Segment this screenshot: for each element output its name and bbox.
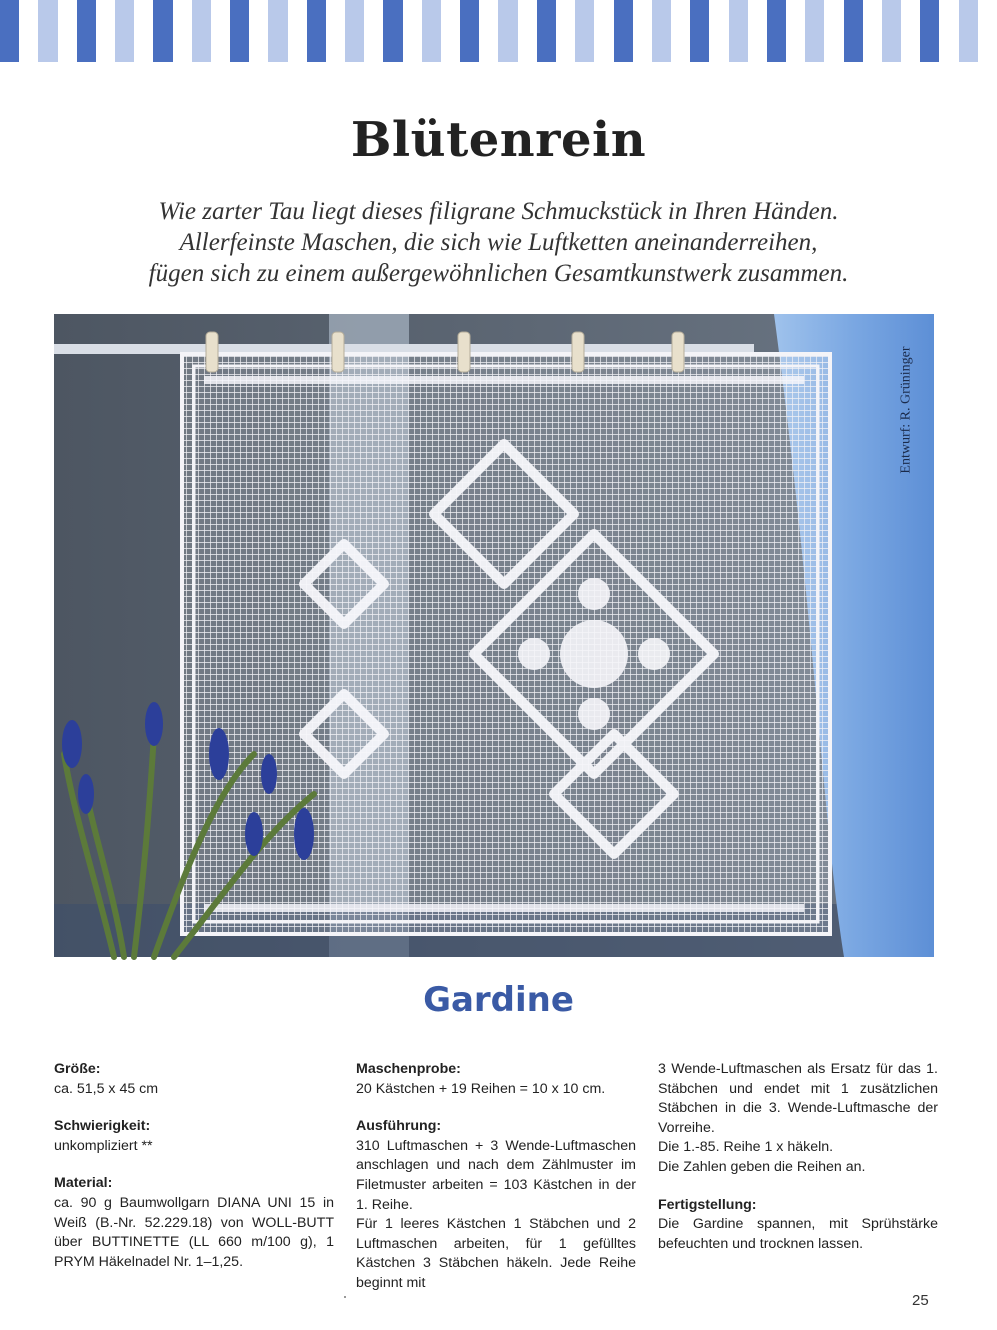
intro-text (60, 196, 937, 289)
stripe-segment (192, 0, 211, 62)
stripe-segment (96, 0, 115, 62)
stripe-segment (652, 0, 671, 62)
stripe-segment (422, 0, 441, 62)
stripe-segment (153, 0, 172, 62)
size-block (54, 1060, 334, 1099)
material-heading: Material: (54, 1175, 113, 1192)
material-text: ca. 90 g Baumwollgarn DIANA UNI 15 in Weiß (B.-Nr. 52.229.18) von WOLL-BUTT über BUTTINETTE (LL 660 m/100 g), 1 PRYM Häkelnadel Nr. 1–1,25. (54, 1194, 334, 1270)
execution-paragraph-3: Die 1.-85. Reihe 1 x häkeln. (658, 1139, 834, 1156)
stripe-segment (230, 0, 249, 62)
stripe-segment (939, 0, 958, 62)
stripe-segment (767, 0, 786, 62)
stripe-segment (863, 0, 882, 62)
stripe-segment (268, 0, 287, 62)
material-block (54, 1174, 334, 1272)
stripe-segment (901, 0, 920, 62)
gauge-block (356, 1060, 636, 1099)
stripe-segment (77, 0, 96, 62)
execution-paragraph-1: 310 Luftmaschen + 3 Wende-Luftmaschen anschlagen und nach dem Zählmuster im Filetmuster arbeiten = 103 Kästchen in der 1. Reihe. (356, 1137, 636, 1213)
stripe-segment (38, 0, 57, 62)
stripe-segment (844, 0, 863, 62)
decorative-dot (344, 1296, 346, 1298)
stripe-segment (211, 0, 230, 62)
stripe-segment (441, 0, 460, 62)
stripe-segment (518, 0, 537, 62)
size-text: ca. 51,5 x 45 cm (54, 1080, 159, 1097)
instructions-column-1 (54, 1060, 334, 1290)
difficulty-text: unkompliziert ** (54, 1137, 153, 1154)
finishing-block (658, 1196, 938, 1255)
photo-credit (880, 330, 934, 490)
page-title: Blütenrein (350, 112, 647, 168)
stripe-segment (882, 0, 901, 62)
intro-line-3: fügen sich zu einem außergewöhnlichen Gesamtkunstwerk zusammen. (148, 260, 849, 287)
stripe-segment (594, 0, 613, 62)
stripe-segment (614, 0, 633, 62)
curtain-photo (54, 314, 934, 957)
stripe-segment (575, 0, 594, 62)
curtain-illustration (54, 314, 934, 957)
stripe-segment (671, 0, 690, 62)
stripe-segment (345, 0, 364, 62)
instructions-column-2 (356, 1060, 636, 1291)
gauge-heading: Maschenprobe: (356, 1061, 461, 1077)
stripe-segment (115, 0, 134, 62)
execution-paragraph-2: Für 1 leeres Kästchen 1 Stäbchen und 2 Luftmaschen arbeiten, für 1 gefülltes Kästchen 3 Stäbchen häkeln. Jede Reihe beginnt mit (356, 1216, 636, 1291)
stripe-segment (805, 0, 824, 62)
decorative-stripe-bar (0, 0, 997, 62)
size-heading: Größe: (54, 1061, 101, 1077)
stripe-segment (249, 0, 268, 62)
stripe-segment (19, 0, 38, 62)
stripe-segment (786, 0, 805, 62)
stripe-segment (748, 0, 767, 62)
stripe-segment (556, 0, 575, 62)
execution-paragraph-4: Die Zahlen geben die Reihen an. (658, 1158, 866, 1175)
stripe-segment (134, 0, 153, 62)
intro-line-1: Wie zarter Tau liegt dieses filigrane Schmuckstück in Ihren Händen. (158, 198, 839, 225)
stripe-segment (709, 0, 728, 62)
stripe-segment (729, 0, 748, 62)
difficulty-block (54, 1117, 334, 1156)
stripe-segment (307, 0, 326, 62)
finishing-text: Die Gardine spannen, mit Sprühstärke befeuchten und trocknen lassen. (658, 1216, 938, 1252)
stripe-segment (633, 0, 652, 62)
stripe-segment (0, 0, 19, 62)
stripe-segment (403, 0, 422, 62)
page-number: 25 (912, 1292, 929, 1309)
stripe-segment (383, 0, 402, 62)
stripe-segment (537, 0, 556, 62)
gauge-text: 20 Kästchen + 19 Reihen = 10 x 10 cm. (356, 1080, 606, 1097)
stripe-segment (479, 0, 498, 62)
intro-line-2: Allerfeinste Maschen, die sich wie Luftketten aneinanderreihen, (179, 229, 818, 256)
execution-heading: Ausführung: (356, 1118, 442, 1135)
difficulty-heading: Schwierigkeit: (54, 1118, 151, 1135)
stripe-segment (58, 0, 77, 62)
stripe-segment (173, 0, 192, 62)
stripe-segment (690, 0, 709, 62)
execution-paragraph-2-continued: 3 Wende-Luftmaschen als Ersatz für das 1. Stäbchen und endet mit 1 zusätzlichen Stäbchen in die 3. Wende-Luftmasche der Vorreihe. (658, 1061, 938, 1136)
stripe-segment (364, 0, 383, 62)
stripe-segment (326, 0, 345, 62)
stripe-segment (920, 0, 939, 62)
stripe-segment (460, 0, 479, 62)
photo-credit-text: Entwurf: R. Grüninger (899, 346, 914, 474)
instructions-column-3 (658, 1060, 938, 1254)
section-title: Gardine (423, 980, 574, 1020)
finishing-heading: Fertigstellung: (658, 1196, 757, 1213)
stripe-segment (498, 0, 517, 62)
stripe-segment (824, 0, 843, 62)
execution-block (356, 1117, 636, 1291)
stripe-segment (959, 0, 978, 62)
stripe-segment (288, 0, 307, 62)
stripe-segment (978, 0, 997, 62)
